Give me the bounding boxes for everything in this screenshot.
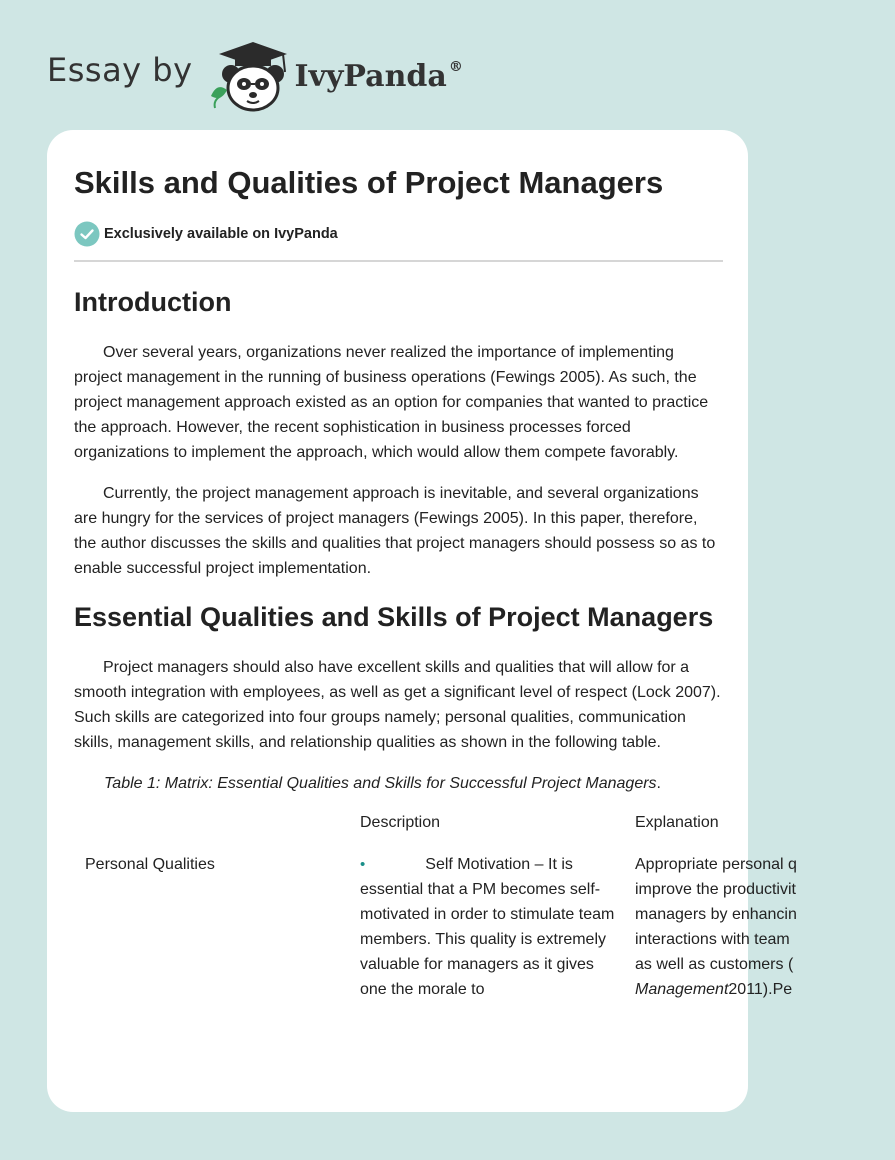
table-caption: Table 1: Matrix: Essential Qualities and Skills for Successful Project Managers. bbox=[104, 775, 661, 792]
brand-header[interactable] bbox=[47, 36, 463, 116]
row-explanation: Appropriate personal q improve the productivit managers by enhancin interactions with team as well as customers ( Management2011).Pe bbox=[635, 856, 797, 998]
paragraph: Over several years, organizations never realized the importance of implementing project management in the running of business operations (Fewings 2005). As such, the project management approach existed as an option for companies that wanted to practice the approach. However, the recent sophistication in business processes forced organizations to implement the approach, which would allow them compete favorably. bbox=[74, 344, 709, 461]
exclusive-badge bbox=[74, 221, 338, 247]
row-description: • Self Motivation – It is essential that a PM becomes self-motivated in order to stimulate team members. This quality is extremely valuable for managers as it gives one the morale to bbox=[360, 856, 615, 998]
qualities-matrix-table bbox=[74, 800, 895, 1002]
header-category bbox=[74, 800, 360, 852]
bullet-dot-icon: • bbox=[360, 856, 366, 873]
brand-prefix: Essay by bbox=[47, 51, 193, 89]
paragraph: Currently, the project management approach is inevitable, and several organizations are hungry for the services of project managers (Fewings 2005). In this paper, therefore, the author discusses the skills and qualities that project managers should possess so as to enable successful project implementation. bbox=[74, 485, 716, 577]
article-body bbox=[74, 282, 797, 1002]
table-row bbox=[74, 852, 895, 1002]
divider bbox=[74, 260, 723, 262]
row-category: Personal Qualities bbox=[85, 856, 215, 873]
badge-text: Exclusively available on IvyPanda bbox=[104, 226, 338, 242]
panda-graduate-icon bbox=[207, 38, 299, 114]
paragraph: Project managers should also have excellent skills and qualities that will allow for a smooth integration with employees, as well as get a significant level of respect (Lock 2007). Such skills are categorized into four groups namely; personal qualities, communication skills, management skills, and relationship qualities as shown in the following table. bbox=[74, 659, 721, 751]
article-card bbox=[47, 130, 797, 1112]
header-explanation: Explanation bbox=[635, 814, 719, 831]
section-heading-essential: Essential Qualities and Skills of Project Managers bbox=[74, 602, 714, 632]
check-circle-icon bbox=[74, 221, 100, 247]
section-heading-introduction: Introduction bbox=[74, 287, 232, 317]
brand-name: IvyPanda ® bbox=[294, 58, 463, 94]
table-header-row bbox=[74, 800, 895, 852]
header-description: Description bbox=[360, 814, 441, 831]
page-title: Skills and Qualities of Project Managers bbox=[74, 165, 664, 200]
